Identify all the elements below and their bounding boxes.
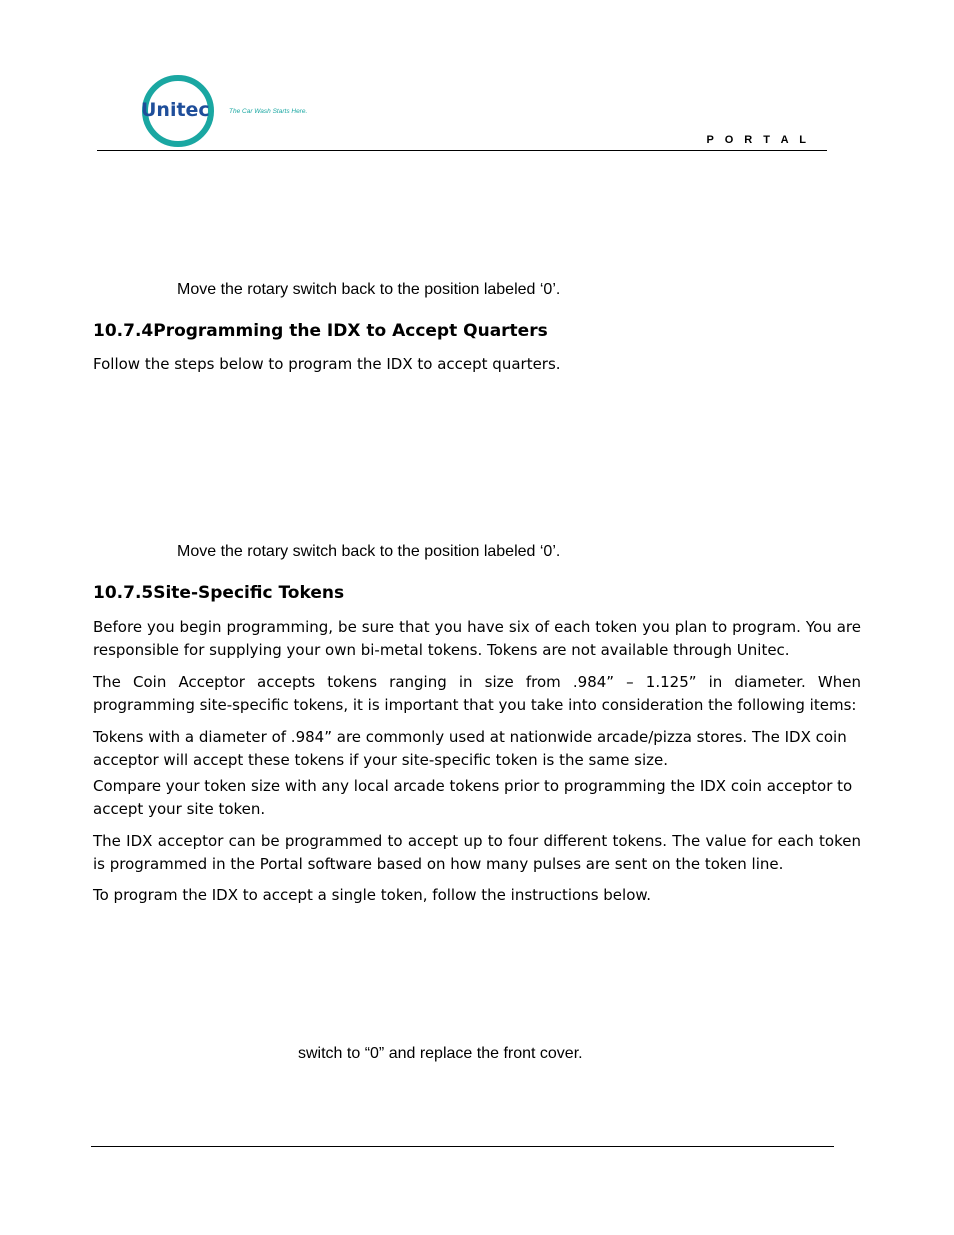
logo-tagline: The Car Wash Starts Here. xyxy=(229,108,308,115)
logo-word: Unitec xyxy=(141,99,210,121)
para-token-supply: Before you begin programming, be sure that you have six of each token you plan to program. You are responsible for supplying your own bi-metal tokens. Tokens are not available through Unitec. xyxy=(93,618,861,659)
para-token-instructions: To program the IDX to accept a single token, follow the instructions below. xyxy=(93,886,652,904)
footer-divider xyxy=(91,1146,834,1147)
intro-accept-quarters: Follow the steps below to program the IDX to accept quarters. xyxy=(93,355,561,373)
unitec-logo xyxy=(138,73,318,149)
heading-site-specific-tokens: 10.7.5Site-Specific Tokens xyxy=(93,583,345,603)
header-divider xyxy=(97,150,827,151)
heading-accept-quarters: 10.7.4Programming the IDX to Accept Quarters xyxy=(93,321,548,341)
para-token-size: The Coin Acceptor accepts tokens ranging in size from .984” – 1.125” in diameter. When programming site-specific tokens, it is important that you take into consideration the following items: xyxy=(93,673,861,714)
para-token-count: The IDX acceptor can be programmed to accept up to four different tokens. The value for each token is programmed in the Portal software based on how many pulses are sent on the token line. xyxy=(93,832,861,873)
step-rotary-reset-1: Move the rotary switch back to the position labeled ‘0’. xyxy=(177,281,561,298)
header-section-label: P O R T A L xyxy=(706,134,810,146)
step-rotary-reset-2: Move the rotary switch back to the position labeled ‘0’. xyxy=(177,543,561,560)
step-replace-cover: switch to “0” and replace the front cover. xyxy=(298,1045,583,1062)
para-token-arcade: Tokens with a diameter of .984” are commonly used at nationwide arcade/pizza stores. The IDX coin acceptor will accept these tokens if your site-specific token is the same size. xyxy=(93,728,847,769)
para-token-compare: Compare your token size with any local arcade tokens prior to programming the IDX coin acceptor to accept your site token. xyxy=(93,777,853,818)
